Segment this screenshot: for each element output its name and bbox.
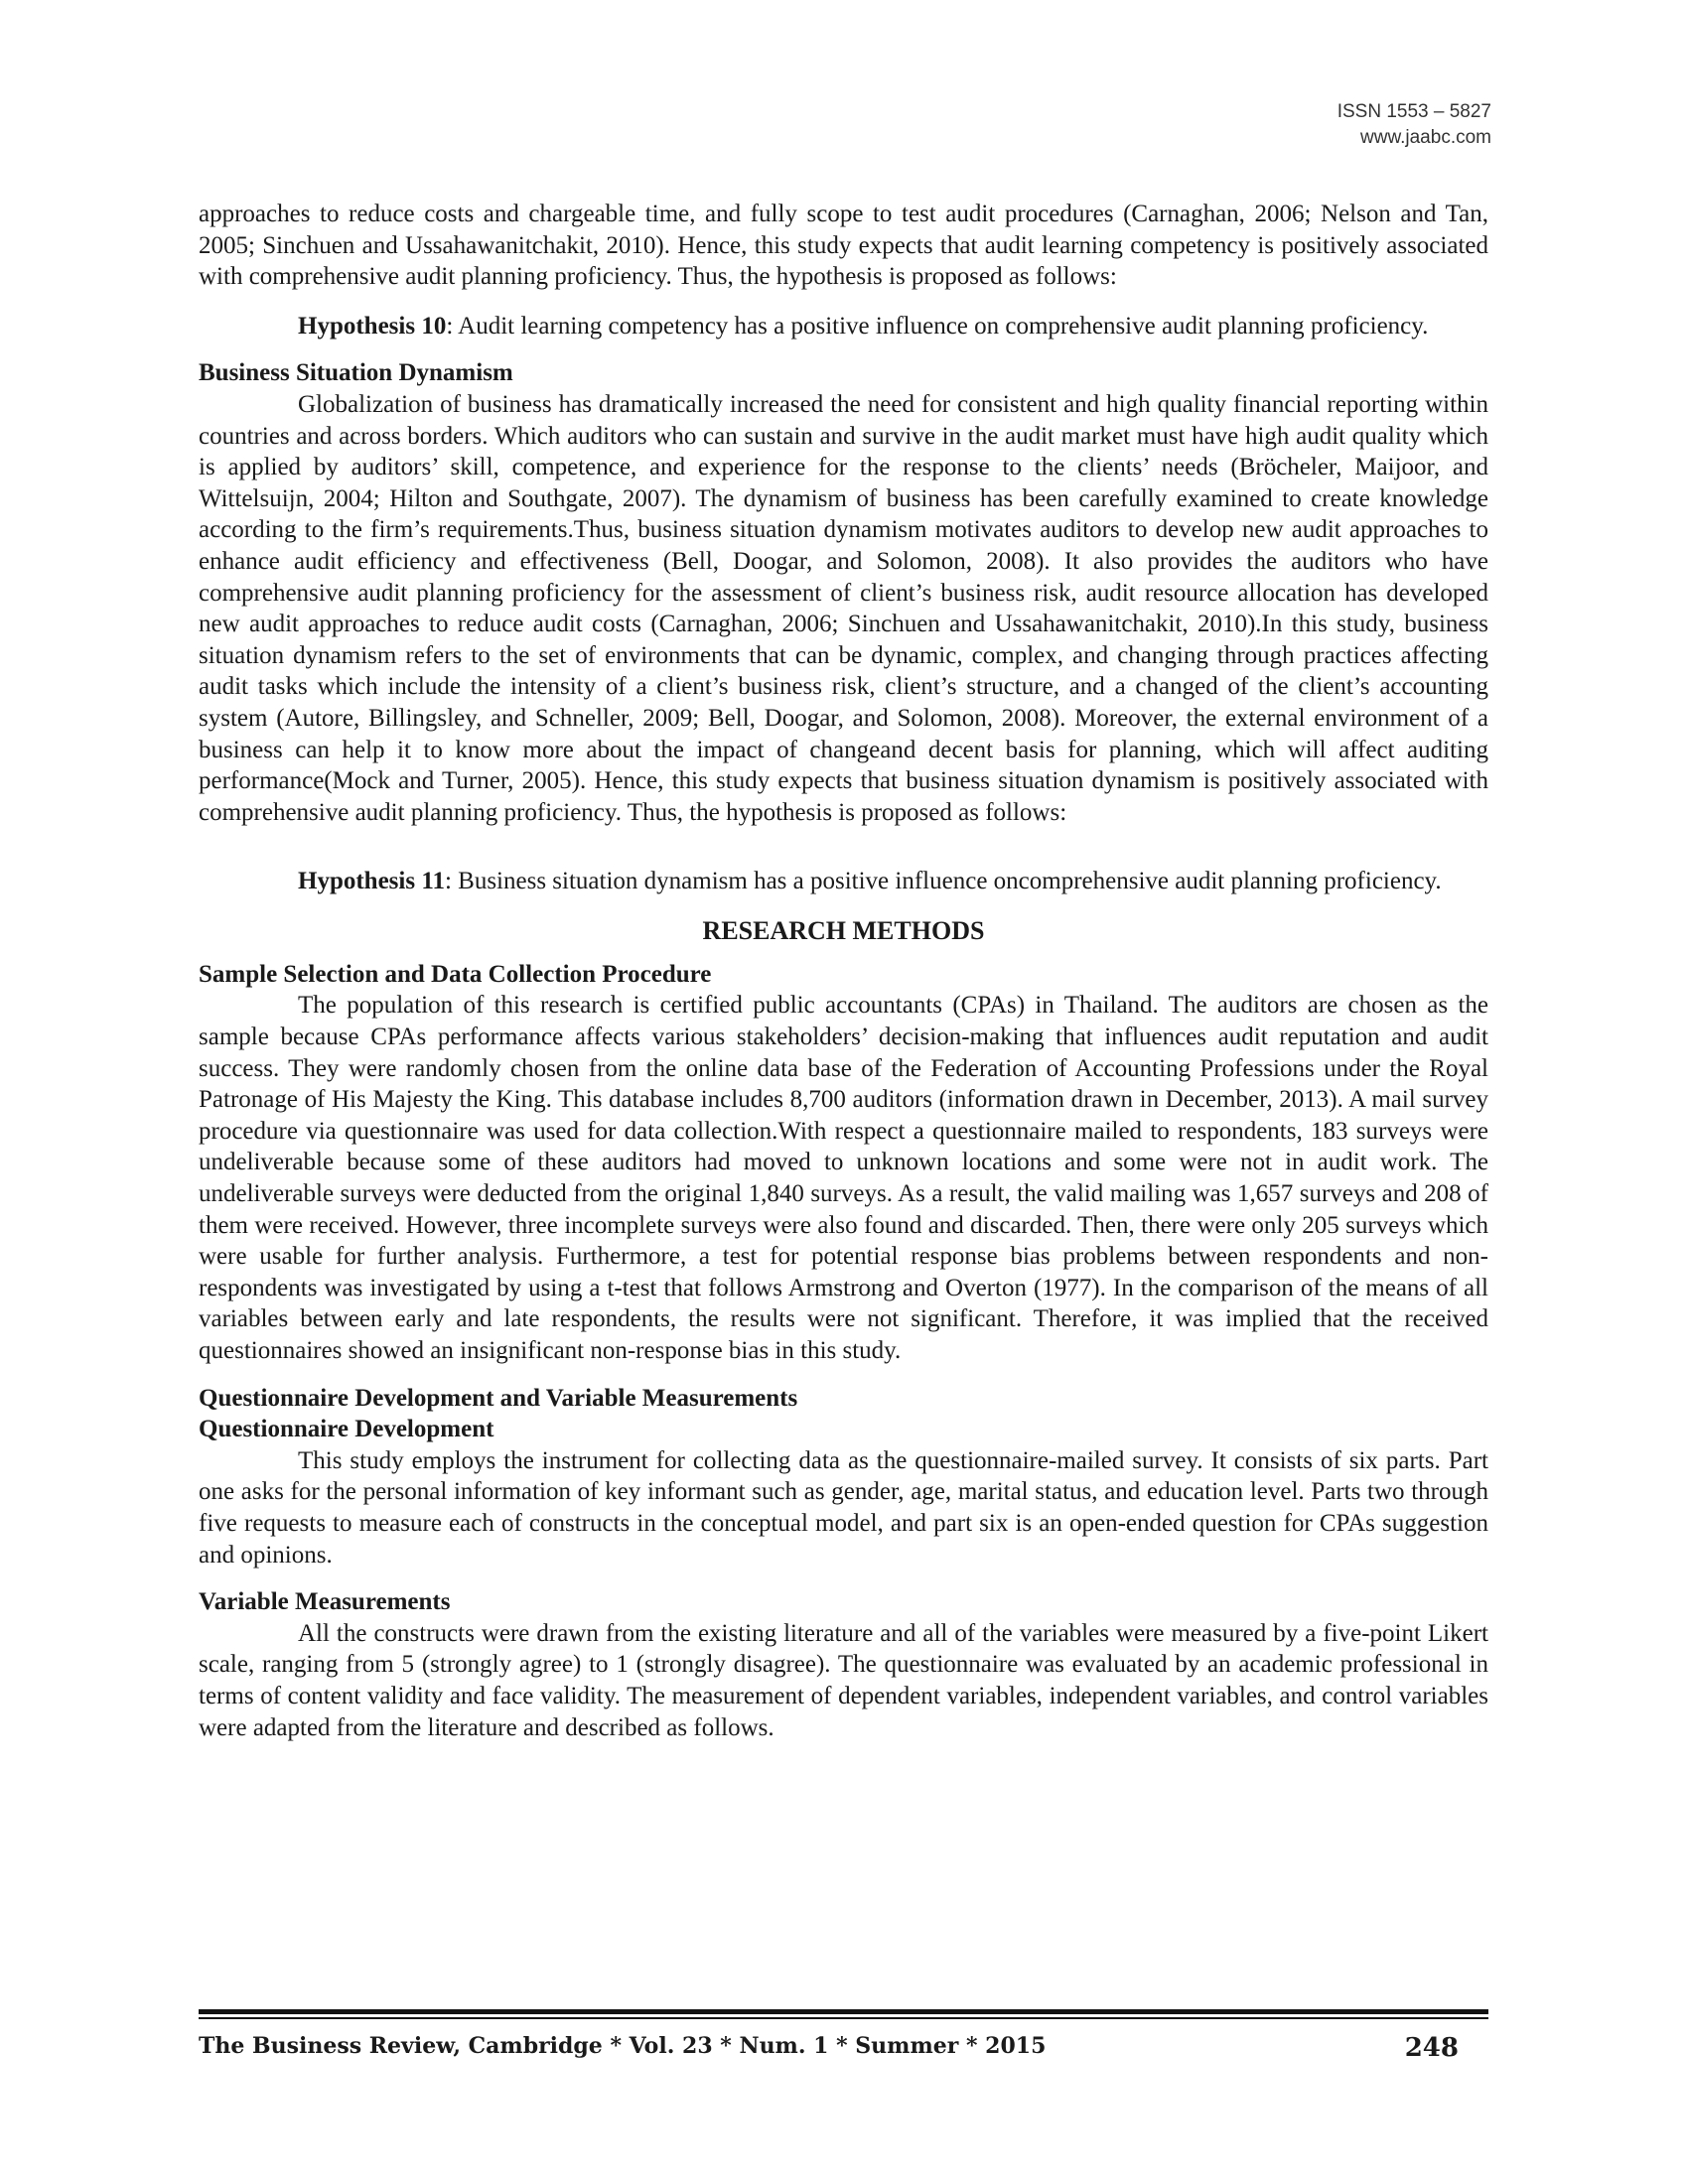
footer-rule-thin [199, 2017, 1488, 2019]
hypothesis-11-label: Hypothesis 11 [298, 868, 445, 895]
hypothesis-10-text: : Audit learning competency has a positive influence on comprehensive audit planning proficiency. [446, 312, 1429, 340]
hypothesis-10-label: Hypothesis 10 [298, 312, 447, 340]
heading-questionnaire-development: Questionnaire Development [199, 1416, 494, 1443]
heading-business-situation-dynamism: Business Situation Dynamism [199, 359, 513, 387]
heading-sample-selection: Sample Selection and Data Collection Procedure [199, 960, 712, 988]
footer-journal-title: The Business Review, Cambridge * Vol. 23 * Num. 1 * Summer * 2015 [199, 2033, 1047, 2059]
paragraph-variable-measurements: All the constructs were drawn from the existing literature and all of the variables were measured by a five-point Likert scale, ranging from 5 (strongly agree) to 1 (strongly disagree). The questionnaire was evaluated by an academic professional in terms of content validity and face validity. The measurement of dependent variables, independent variables, and control variables were adapted from the literature and described as follows. [199, 1619, 1488, 1741]
hypothesis-11 [199, 866, 1488, 897]
heading-variable-measurements: Variable Measurements [199, 1588, 451, 1616]
paragraph-business-situation-dynamism: Globalization of business has dramatically increased the need for consistent and high quality financial reporting within countries and across borders. Which auditors who can sustain and survive in the audit market must have high audit quality which is applied by auditors’ skill, competence, and experience for the response to the clients’ needs (Bröcheler, Maijoor, and Wittelsuijn, 2004; Hilton and Southgate, 2007). The dynamism of business has been carefully examined to create knowledge according to the firm’s requirements.Thus, business situation dynamism motivates auditors to develop new audit approaches to enhance audit efficiency and effectiveness (Bell, Doogar, and Solomon, 2008). It also provides the auditors who have comprehensive audit planning proficiency for the assessment of client’s business risk, audit resource allocation has developed new audit approaches to reduce audit costs (Carnaghan, 2006; Sinchuen and Ussahawanitchakit, 2010).In this study, business situation dynamism refers to the set of environments that can be dynamic, complex, and changing through practices affecting audit tasks which include the intensity of a client’s business risk, client’s structure, and a changed of the client’s accounting system (Autore, Billingsley, and Schneller, 2009; Bell, Doogar, and Solomon, 2008). Moreover, the external environment of a business can help it to know more about the impact of changeand decent basis for planning, which will affect auditing performance(Mock and Turner, 2005). Hence, this study expects that business situation dynamism is positively associated with comprehensive audit planning proficiency. Thus, the hypothesis is proposed as follows: [199, 390, 1488, 826]
page-footer [199, 2033, 1488, 2065]
paragraph-questionnaire-development: This study employs the instrument for collecting data as the questionnaire-mailed survey. It consists of six parts. Part one asks for the personal information of key informant such as gender, age, marital status, and education level. Parts two through five requests to measure each of constructs in the conceptual model, and part six is an open-ended question for CPAs suggestion and opinions. [199, 1446, 1488, 1569]
hypothesis-11-text: : Business situation dynamism has a positive influence oncomprehensive audit planning proficiency. [444, 868, 1442, 895]
footer-rule-thick [199, 2009, 1488, 2014]
hypothesis-10 [199, 311, 1488, 342]
page-header [1337, 99, 1491, 151]
website-label: www.jaabc.com [1360, 127, 1491, 148]
paragraph-sample-selection: The population of this research is certified public accountants (CPAs) in Thailand. The auditors are chosen as the sample because CPAs performance affects various stakeholders’ decision-making that influences audit reputation and audit success. They were randomly chosen from the online data base of the Federation of Accounting Professions under the Royal Patronage of His Majesty the King. This database includes 8,700 auditors (information drawn in December, 2013). A mail survey procedure via questionnaire was used for data collection.With respect a questionnaire mailed to respondents, 183 surveys were undeliverable because some of these auditors had moved to unknown locations and some were not in audit work. The undeliverable surveys were deducted from the original 1,840 surveys. As a result, the valid mailing was 1,657 surveys and 208 of them were received. However, three incomplete surveys were also found and discarded. Then, there were only 205 surveys which were usable for further analysis. Furthermore, a test for potential response bias problems between respondents and non-respondents was investigated by using a t-test that follows Armstrong and Overton (1977). In the comparison of the means of all variables between early and late respondents, the results were not significant. Therefore, it was implied that the received questionnaires showed an insignificant non-response bias in this study. [199, 992, 1488, 1364]
body-text [199, 199, 1488, 1743]
page-number: 248 [1404, 2033, 1459, 2063]
paragraph-intro: approaches to reduce costs and chargeable time, and fully scope to test audit procedures (Carnaghan, 2006; Nelson and Tan, 2005; Sinchuen and Ussahawanitchakit, 2010). Hence, this study expects that audit learning competency is positively associated with comprehensive audit planning proficiency. Thus, the hypothesis is proposed as follows: [199, 201, 1488, 291]
heading-research-methods: RESEARCH METHODS [702, 915, 985, 945]
issn-label: ISSN 1553 – 5827 [1336, 101, 1491, 122]
heading-questionnaire-variable-measurements: Questionnaire Development and Variable Measurements [199, 1384, 798, 1412]
